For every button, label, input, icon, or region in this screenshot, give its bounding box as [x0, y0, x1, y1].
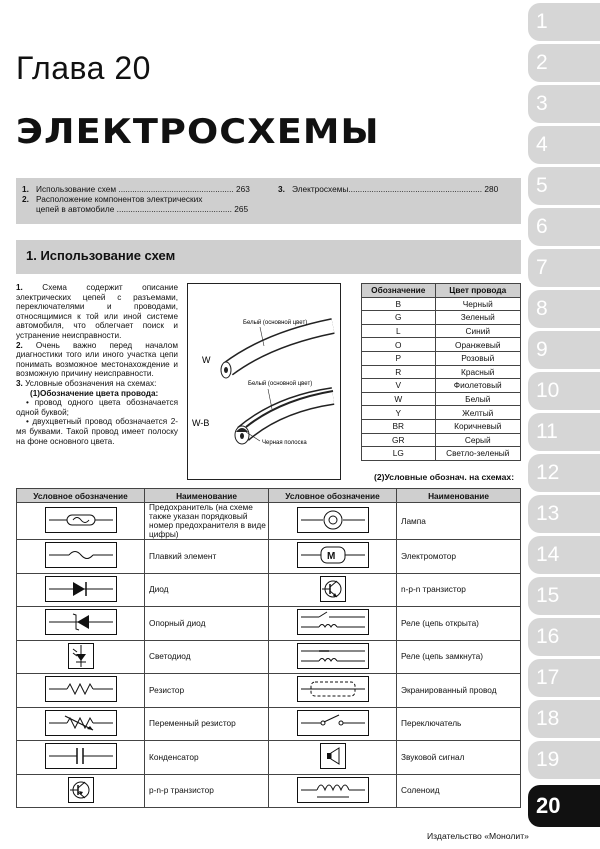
- chapter-number: Глава 20: [16, 50, 151, 86]
- switch-icon: [297, 710, 369, 736]
- table-row: [362, 324, 521, 338]
- toc-item: цепей в автомобиле .................................................. 265: [36, 204, 249, 214]
- chapter-tab: 18: [528, 700, 600, 738]
- chapter-tab: 19: [528, 741, 600, 779]
- variable-resistor-icon: [45, 710, 117, 736]
- chapter-tab: 2: [528, 44, 600, 82]
- symbol-name: Соленоид: [397, 774, 521, 808]
- table-header: Условное обозначение: [269, 489, 397, 503]
- symbol-cell: [17, 741, 145, 775]
- symbol-cell: [17, 674, 145, 708]
- symbol-cell: [17, 640, 145, 674]
- fuse-icon: [45, 507, 117, 533]
- wire-color-table: [361, 283, 521, 461]
- white-main-color-label-1: Белый (основной цвет): [243, 320, 308, 326]
- table-cell: Синий: [435, 324, 521, 338]
- table-cell: Красный: [435, 365, 521, 379]
- toc-item: 1. Использование схем .................................................. 263: [22, 184, 250, 194]
- intro-paragraph: 1. Схема содержит описание электрических цепей с разъемами, переключателями и проводами, относящимися к той или иной системе автомобиля, что облегчает поиск и устранение неисправности.: [16, 283, 178, 340]
- page-title: ЭЛЕКТРОСХЕМЫ: [16, 112, 380, 152]
- table-cell: GR: [362, 433, 436, 447]
- intro-text: [16, 283, 178, 446]
- symbol-name: Плавкий элемент: [145, 540, 269, 574]
- symbol-name: Конденсатор: [145, 741, 269, 775]
- npn-transistor-icon: [320, 576, 346, 602]
- chapter-tab: 15: [528, 577, 600, 615]
- table-cell: Фиолетовый: [435, 379, 521, 393]
- chapter-tab: 6: [528, 208, 600, 246]
- capacitor-icon: [45, 743, 117, 769]
- table-cell: Черный: [435, 297, 521, 311]
- table-row: [17, 674, 521, 708]
- table-header: Наименование: [397, 489, 521, 503]
- table-row: [17, 741, 521, 775]
- relay-open-icon: [297, 609, 369, 635]
- table-row: [17, 640, 521, 674]
- horn-icon: [320, 743, 346, 769]
- symbol-name: Предохранитель (на схеме также указан порядковый номер предохранителя в виде цифры): [145, 503, 269, 540]
- solenoid-icon: [297, 777, 369, 803]
- wire-color-figure: [187, 283, 341, 480]
- symbol-name: Светодиод: [145, 640, 269, 674]
- table-row: [17, 774, 521, 808]
- table-cell: Розовый: [435, 351, 521, 365]
- chapter-tab: 16: [528, 618, 600, 656]
- table-row: [362, 433, 521, 447]
- led-icon: [68, 643, 94, 669]
- table-cell: Светло-зеленый: [435, 447, 521, 461]
- symbol-cell: [269, 674, 397, 708]
- symbol-name: Реле (цепь открыта): [397, 607, 521, 641]
- table-row: [362, 351, 521, 365]
- table-cell: BR: [362, 419, 436, 433]
- table-cell: G: [362, 311, 436, 325]
- symbol-cell: [17, 607, 145, 641]
- table-cell: Y: [362, 406, 436, 420]
- symbol-cell: [269, 774, 397, 808]
- table-row: [362, 419, 521, 433]
- fusible-link-icon: [45, 542, 117, 568]
- table-header: Наименование: [145, 489, 269, 503]
- relay-closed-icon: [297, 643, 369, 669]
- chapter-tab: 12: [528, 454, 600, 492]
- toc-item: 2. Расположение компонентов электрических: [22, 194, 203, 204]
- symbol-cell: [269, 707, 397, 741]
- table-cell: B: [362, 297, 436, 311]
- chapter-tab: 10: [528, 372, 600, 410]
- symbol-cell: [269, 741, 397, 775]
- symbol-name: Лампа: [397, 503, 521, 540]
- table-cell: Желтый: [435, 406, 521, 420]
- symbol-cell: [17, 774, 145, 808]
- table-header: Цвет провода: [435, 284, 521, 298]
- svg-text:M: M: [326, 551, 335, 563]
- publisher-footer: Издательство «Монолит»: [427, 831, 529, 841]
- symbol-name: Диод: [145, 573, 269, 607]
- chapter-tab: 5: [528, 167, 600, 205]
- table-row: [362, 447, 521, 461]
- single-color-wire-icon: [221, 326, 333, 378]
- symbol-cell: [17, 707, 145, 741]
- table-cell: P: [362, 351, 436, 365]
- intro-paragraph: 3. Условные обозначения на схемах:: [16, 378, 157, 388]
- symbol-cell: [269, 573, 397, 607]
- table-header: Условное обозначение: [17, 489, 145, 503]
- chapter-tab: 11: [528, 413, 600, 451]
- chapter-tab: 4: [528, 126, 600, 164]
- table-cell: LG: [362, 447, 436, 461]
- table-cell: Зеленый: [435, 311, 521, 325]
- table-row: [17, 707, 521, 741]
- section-heading: 1. Использование схем: [16, 240, 521, 274]
- table-cell: Серый: [435, 433, 521, 447]
- diode-icon: [45, 576, 117, 602]
- table-row: [362, 392, 521, 406]
- table-row: [362, 338, 521, 352]
- table-row: [17, 607, 521, 641]
- symbol-cell: [17, 573, 145, 607]
- motor-icon: [297, 542, 369, 568]
- symbols-table: [16, 488, 521, 808]
- symbol-cell: [17, 503, 145, 540]
- two-color-wire-icon: [235, 391, 333, 444]
- chapter-tab: 20: [528, 785, 600, 827]
- symbol-name: Реле (цепь замкнута): [397, 640, 521, 674]
- chapter-tab: 14: [528, 536, 600, 574]
- white-main-color-label-2: Белый (основной цвет): [248, 381, 313, 387]
- table-row: [362, 406, 521, 420]
- lamp-icon: [297, 507, 369, 533]
- table-row: [362, 365, 521, 379]
- symbol-name: Переменный резистор: [145, 707, 269, 741]
- symbol-cell: [269, 607, 397, 641]
- symbol-name: Резистор: [145, 674, 269, 708]
- table-row: [17, 540, 521, 574]
- symbol-cell: [17, 540, 145, 574]
- table-of-contents: [16, 178, 521, 224]
- symbol-name: Экранированный провод: [397, 674, 521, 708]
- chapter-tab: 9: [528, 331, 600, 369]
- table-cell: R: [362, 365, 436, 379]
- table-cell: W: [362, 392, 436, 406]
- shielded-wire-icon: [297, 676, 369, 702]
- table-cell: Оранжевый: [435, 338, 521, 352]
- intro-paragraph: 2. Очень важно перед началом диагностики того или иного участка цепи понимать возможное местонахождение и возможную причину неисправности.: [16, 340, 178, 379]
- symbols-caption: (2)Условные обознач. на схемах:: [374, 472, 515, 482]
- table-row: [362, 379, 521, 393]
- symbol-name: Звуковой сигнал: [397, 741, 521, 775]
- symbol-name: n-p-n транзистор: [397, 573, 521, 607]
- symbol-cell: [269, 503, 397, 540]
- table-cell: Белый: [435, 392, 521, 406]
- wire-w-label: W: [202, 355, 211, 365]
- table-header: Обозначение: [362, 284, 436, 298]
- chapter-tab: 17: [528, 659, 600, 697]
- chapter-tabs: [528, 3, 600, 830]
- zener-diode-icon: [45, 609, 117, 635]
- table-cell: O: [362, 338, 436, 352]
- table-row: [362, 311, 521, 325]
- pnp-transistor-icon: [68, 777, 94, 803]
- symbol-name: Переключатель: [397, 707, 521, 741]
- toc-item: 3. Электросхемы.......................................................... 280: [278, 184, 499, 194]
- table-cell: Коричневый: [435, 419, 521, 433]
- chapter-tab: 7: [528, 249, 600, 287]
- chapter-tab: 13: [528, 495, 600, 533]
- symbol-name: p-n-p транзистор: [145, 774, 269, 808]
- table-cell: V: [362, 379, 436, 393]
- table-row: [362, 297, 521, 311]
- chapter-tab: 1: [528, 3, 600, 41]
- chapter-tab: 3: [528, 85, 600, 123]
- table-row: [17, 503, 521, 540]
- wire-wb-label: W-B: [192, 418, 210, 428]
- resistor-icon: [45, 676, 117, 702]
- intro-paragraph: (1)Обозначение цвета провода:: [30, 388, 159, 398]
- table-cell: L: [362, 324, 436, 338]
- intro-paragraph: • провод одного цвета обозначается одной буквой;: [16, 398, 178, 417]
- chapter-tab: 8: [528, 290, 600, 328]
- intro-paragraph: • двухцветный провод обозначается 2-мя буквами. Такой провод имеет полоску на фоне основного цвета.: [16, 417, 178, 446]
- symbol-cell: [269, 540, 397, 574]
- table-row: [17, 573, 521, 607]
- symbol-name: Электромотор: [397, 540, 521, 574]
- black-stripe-label: Черная полоска: [262, 440, 307, 446]
- symbol-name: Опорный диод: [145, 607, 269, 641]
- symbol-cell: [269, 640, 397, 674]
